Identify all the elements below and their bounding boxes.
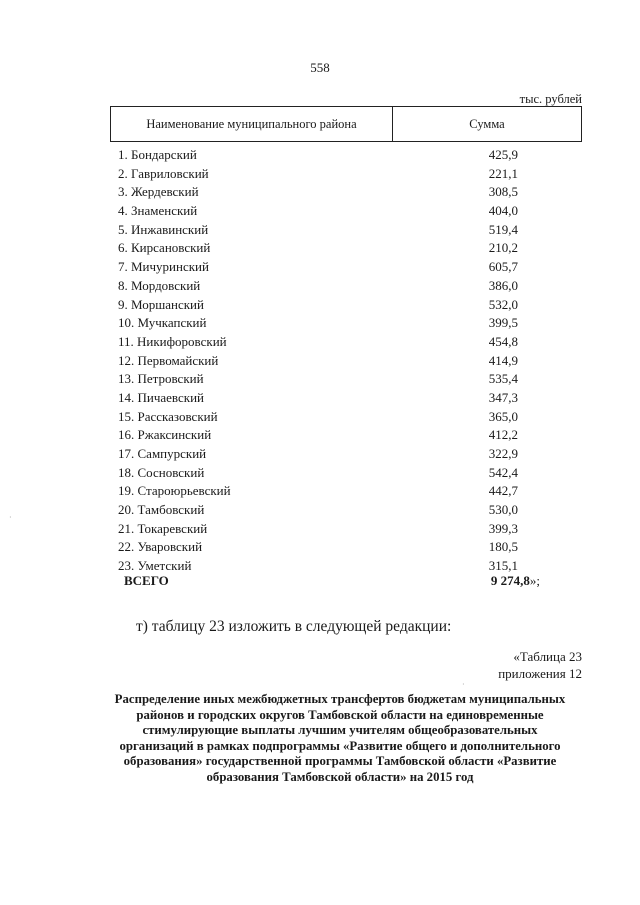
- district-name: 15. Рассказовский: [118, 408, 218, 424]
- district-sum: 322,9: [488, 446, 518, 461]
- table-row: [118, 520, 518, 539]
- table-ref-line: «Таблица 23: [513, 649, 582, 664]
- district-sum: 315,1: [488, 558, 518, 574]
- column-header-name: Наименование муниципального района: [146, 117, 357, 131]
- units-label: тыс. рублей: [519, 92, 582, 106]
- total-suffix: »;: [529, 573, 540, 588]
- district-sum: 535,4: [488, 371, 518, 387]
- table-row: [118, 389, 518, 408]
- district-sum: 519,4: [488, 221, 518, 237]
- district-name: 19. Староюрьевский: [118, 483, 231, 499]
- title-line: стимулирующие выплаты лучшим учителям общеобразовательных: [142, 723, 538, 738]
- district-sum: 414,9: [488, 352, 518, 368]
- district-sum: 425,9: [488, 147, 518, 162]
- table-row: [118, 445, 518, 464]
- district-sum: 454,8: [488, 333, 518, 349]
- district-name: 20. Тамбовский: [118, 502, 205, 518]
- table-row: [118, 258, 518, 277]
- table-row: [118, 202, 518, 221]
- district-name: 1. Бондарский: [118, 147, 197, 162]
- district-name: 11. Никифоровский: [118, 333, 227, 349]
- district-sum: 530,0: [488, 502, 518, 518]
- district-sum: 532,0: [488, 296, 518, 312]
- table-row: [118, 352, 518, 371]
- title-line: районов и городских округов Тамбовской области на единовременные: [136, 707, 544, 722]
- table-row: [118, 408, 518, 427]
- district-name: 9. Моршанский: [118, 296, 204, 312]
- district-sum: 210,2: [488, 240, 518, 256]
- district-name: 14. Пичаевский: [118, 389, 204, 405]
- table-body: [118, 146, 518, 576]
- district-sum: 308,5: [488, 184, 518, 200]
- district-name: 18. Сосновский: [118, 464, 205, 480]
- district-sum: 404,0: [488, 203, 518, 219]
- district-name: 7. Мичуринский: [118, 259, 209, 275]
- district-name: 8. Мордовский: [118, 277, 201, 293]
- district-name: 23. Уметский: [118, 558, 192, 574]
- district-name: 12. Первомайский: [118, 352, 219, 368]
- district-name: 5. Инжавинский: [118, 221, 209, 237]
- district-sum: 180,5: [488, 539, 518, 555]
- district-sum: 542,4: [488, 464, 518, 480]
- title-line: Распределение иных межбюджетных трансфертов бюджетам муниципальных: [114, 692, 566, 706]
- total-row: [124, 573, 540, 593]
- table-row: [118, 501, 518, 520]
- scan-speck: ·: [9, 513, 12, 522]
- title-line: организаций в рамках подпрограммы «Развитие общего и дополнительного: [119, 738, 561, 753]
- table-ref-line: приложения 12: [498, 666, 582, 681]
- total-value-group: [491, 573, 540, 589]
- district-sum: 399,3: [488, 520, 518, 536]
- scan-speck: ·: [462, 680, 465, 689]
- total-value: 9 274,8: [490, 573, 530, 588]
- district-name: 16. Ржаксинский: [118, 427, 212, 443]
- table-row: [118, 221, 518, 240]
- page-number: 558: [310, 60, 330, 75]
- instruction-text: т) таблицу 23 изложить в следующей редакции:: [136, 618, 452, 635]
- table-reference: [470, 648, 582, 682]
- table-row: [118, 146, 518, 165]
- table-row: [118, 482, 518, 501]
- table-row: [118, 426, 518, 445]
- table-row: [118, 183, 518, 202]
- district-sum: 365,0: [488, 408, 518, 424]
- district-name: 6. Кирсановский: [118, 240, 211, 256]
- table-row: [118, 165, 518, 184]
- district-sum: 442,7: [488, 483, 518, 499]
- table-row: [118, 370, 518, 389]
- table-row: [118, 333, 518, 352]
- district-name: 22. Уваровский: [118, 539, 203, 555]
- column-header-sum: Сумма: [469, 117, 505, 131]
- district-sum: 412,2: [488, 427, 518, 443]
- district-name: 3. Жердевский: [118, 184, 199, 200]
- table-row: [118, 296, 518, 315]
- total-label: ВСЕГО: [124, 573, 169, 588]
- district-sum: 399,5: [488, 315, 518, 331]
- district-name: 17. Сампурский: [118, 446, 207, 461]
- table-row: [118, 239, 518, 258]
- district-sum: 347,3: [488, 389, 518, 405]
- district-name: 10. Мучкапский: [118, 315, 207, 331]
- district-name: 4. Знаменский: [118, 203, 198, 219]
- district-name: 21. Токаревский: [118, 520, 208, 536]
- district-sum: 605,7: [488, 259, 518, 275]
- district-sum: 221,1: [488, 165, 518, 181]
- document-title: [100, 692, 580, 786]
- district-sum: 386,0: [488, 277, 518, 293]
- title-line: образования Тамбовской области» на 2015 год: [206, 769, 474, 784]
- district-name: 2. Гавриловский: [118, 165, 209, 181]
- district-name: 13. Петровский: [118, 371, 204, 387]
- table-row: [118, 464, 518, 483]
- table-row: [118, 277, 518, 296]
- title-line: образования» государственной программы Тамбовской области «Развитие: [123, 754, 557, 769]
- table-row: [118, 538, 518, 557]
- table-row: [118, 314, 518, 333]
- table-header: [110, 106, 582, 142]
